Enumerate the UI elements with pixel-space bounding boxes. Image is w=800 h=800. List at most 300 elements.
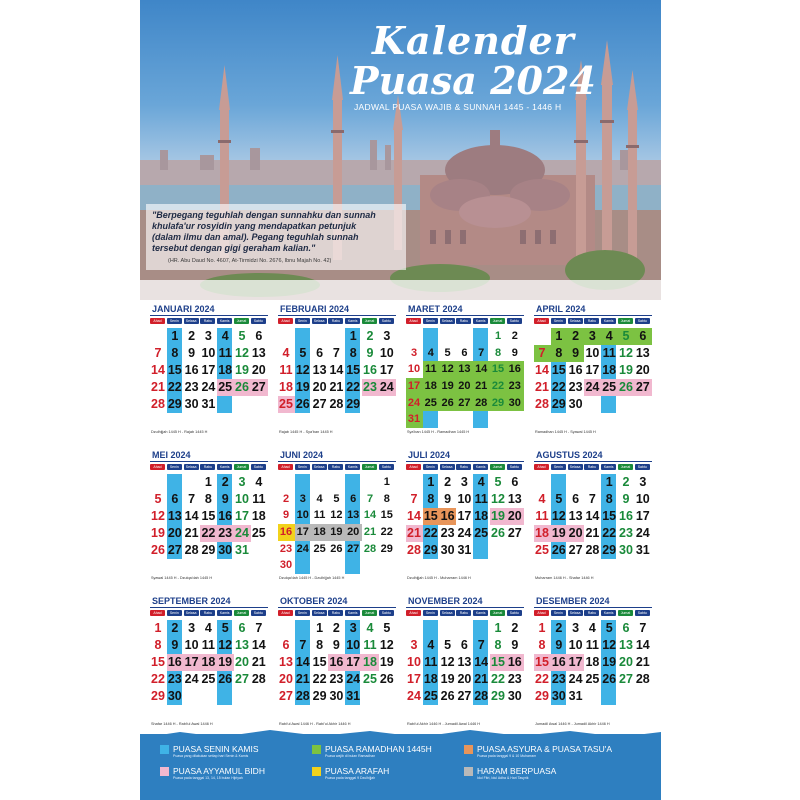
month-title: OKTOBER 2024 xyxy=(280,596,348,606)
day-cell: 15 xyxy=(602,509,617,523)
day-cell: 4 xyxy=(366,621,374,635)
legend-subtitle: Puasa pada tanggal 9 Dzulhijjah xyxy=(325,776,376,780)
day-cell: 22 xyxy=(491,380,505,392)
weekday-label: Ahad xyxy=(534,610,549,616)
day-cell: 19 xyxy=(491,509,505,523)
day-cell: 7 xyxy=(410,492,418,506)
day-cell: 7 xyxy=(639,621,647,635)
day-cell: 19 xyxy=(151,526,165,540)
day-cell: 16 xyxy=(440,509,455,523)
day-grid xyxy=(278,620,396,720)
legend-title: PUASA RAMADHAN 1445H xyxy=(325,744,432,754)
day-cell: 24 xyxy=(407,689,421,703)
day-cell: 11 xyxy=(585,638,599,652)
day-cell: 13 xyxy=(457,655,472,669)
weekday-label: Sabtu xyxy=(251,464,266,470)
weekday-header xyxy=(278,318,396,326)
month-title: DESEMBER 2024 xyxy=(536,596,610,606)
day-cell: 4 xyxy=(605,329,613,343)
legend-title: PUASA AYYAMUL BIDH xyxy=(173,766,265,776)
weekday-header xyxy=(278,610,396,618)
day-cell: 30 xyxy=(551,689,566,703)
day-cell: 28 xyxy=(363,542,377,555)
weekday-label: Jumat xyxy=(490,318,505,324)
weekday-label: Selasa xyxy=(312,464,327,470)
day-cell: 14 xyxy=(635,638,650,652)
day-cell: 26 xyxy=(151,543,165,557)
day-cell: 18 xyxy=(279,380,293,394)
day-cell: 23 xyxy=(551,672,566,686)
day-cell: 19 xyxy=(235,363,249,377)
weekday-label: Sabtu xyxy=(251,318,266,324)
day-cell: 14 xyxy=(151,363,165,377)
day-cell: 15 xyxy=(535,655,549,669)
day-cell: 12 xyxy=(151,509,165,523)
day-cell: 27 xyxy=(458,396,471,409)
day-cell: 31 xyxy=(235,543,249,557)
weekday-label: Ahad xyxy=(150,464,165,470)
day-cell: 24 xyxy=(585,380,600,394)
day-cell: 14 xyxy=(474,655,489,669)
day-cell: 31 xyxy=(635,543,650,557)
day-cell: 12 xyxy=(602,638,617,652)
day-cell: 27 xyxy=(568,543,583,557)
day-cell: 5 xyxy=(494,475,502,489)
day-cell: 31 xyxy=(346,689,361,703)
month-10 xyxy=(276,594,398,734)
day-cell: 9 xyxy=(188,346,196,360)
day-cell: 28 xyxy=(184,543,199,557)
day-cell: 12 xyxy=(379,638,394,652)
day-cell: 1 xyxy=(349,329,357,343)
day-cell: 2 xyxy=(555,621,563,635)
weekday-label: Ahad xyxy=(406,318,421,324)
day-cell: 8 xyxy=(349,346,357,360)
day-cell: 24 xyxy=(568,672,583,686)
weekday-header xyxy=(534,464,652,472)
day-cell: 24 xyxy=(184,672,199,686)
day-cell: 12 xyxy=(295,363,310,377)
day-cell: 6 xyxy=(461,346,468,359)
day-cell: 27 xyxy=(251,380,266,394)
day-cell: 13 xyxy=(312,363,327,377)
day-cell: 21 xyxy=(635,655,650,669)
weekday-label: Sabtu xyxy=(507,318,522,324)
weekday-label: Senin xyxy=(423,318,438,324)
day-cell: 14 xyxy=(407,509,421,523)
day-grid xyxy=(150,328,268,428)
day-cell: 28 xyxy=(585,543,600,557)
month-11 xyxy=(404,594,526,734)
day-cell: 16 xyxy=(568,363,583,377)
day-cell: 17 xyxy=(457,509,472,523)
month-title: JUNI 2024 xyxy=(280,450,324,460)
day-cell: 18 xyxy=(423,672,438,686)
day-cell: 27 xyxy=(635,380,650,394)
day-cell: 4 xyxy=(427,638,435,652)
weekday-label: Senin xyxy=(423,610,438,616)
day-cell: 25 xyxy=(201,672,216,686)
weekday-label: Rabu xyxy=(200,464,215,470)
day-cell: 20 xyxy=(235,655,249,669)
day-cell: 1 xyxy=(171,329,179,343)
day-cell: 19 xyxy=(441,380,454,392)
legend-subtitle: Idul Fitri, Idul Adha & Hari Tasyrik xyxy=(477,776,529,780)
weekday-header xyxy=(534,610,652,618)
day-cell: 20 xyxy=(279,672,293,686)
day-cell: 6 xyxy=(639,329,647,343)
day-cell: 29 xyxy=(151,689,165,703)
day-cell: 21 xyxy=(329,380,344,394)
day-cell: 19 xyxy=(619,363,633,377)
hijri-note: Rabi'ul Awal 1446 H - Rabi'ul Akhir 1446 H xyxy=(279,722,351,726)
weekday-label: Jumat xyxy=(490,464,505,470)
day-cell: 22 xyxy=(491,672,505,686)
day-cell: 18 xyxy=(424,380,437,392)
weekday-label: Selasa xyxy=(440,318,455,324)
day-cell: 24 xyxy=(379,380,394,394)
weekday-label: Jumat xyxy=(234,610,249,616)
month-1 xyxy=(148,302,270,442)
day-cell: 25 xyxy=(602,380,617,394)
day-cell: 17 xyxy=(635,509,650,523)
day-cell: 25 xyxy=(313,542,326,555)
weekday-label: Jumat xyxy=(618,464,633,470)
legend-title: PUASA SENIN KAMIS xyxy=(173,744,259,754)
month-rule xyxy=(150,315,268,316)
day-cell: 7 xyxy=(332,346,340,360)
day-grid xyxy=(406,328,524,428)
weekday-label: Senin xyxy=(167,318,182,324)
month-rule xyxy=(278,607,396,608)
day-cell: 30 xyxy=(619,543,633,557)
day-cell: 8 xyxy=(171,346,179,360)
day-cell: 22 xyxy=(151,672,165,686)
day-cell: 25 xyxy=(424,396,437,409)
weekday-label: Ahad xyxy=(150,318,165,324)
weekday-label: Selasa xyxy=(184,610,199,616)
day-cell: 29 xyxy=(551,397,566,411)
day-cell: 26 xyxy=(330,542,343,555)
weekday-label: Ahad xyxy=(278,464,293,470)
day-cell: 1 xyxy=(427,475,435,489)
day-cell: 25 xyxy=(535,543,549,557)
day-cell: 23 xyxy=(568,380,583,394)
day-cell: 6 xyxy=(316,346,324,360)
day-cell: 13 xyxy=(568,509,583,523)
day-cell: 12 xyxy=(441,363,454,376)
weekday-label: Kamis xyxy=(345,318,360,324)
weekday-label: Jumat xyxy=(362,610,377,616)
weekday-label: Jumat xyxy=(362,318,377,324)
month-title: APRIL 2024 xyxy=(536,304,586,314)
month-12 xyxy=(532,594,654,734)
day-cell: 24 xyxy=(235,526,249,540)
weekday-header xyxy=(406,464,524,472)
day-cell: 29 xyxy=(201,543,216,557)
day-cell: 29 xyxy=(346,397,361,411)
month-rule xyxy=(534,315,652,316)
day-cell: 13 xyxy=(279,655,293,669)
weekday-label: Kamis xyxy=(473,464,488,470)
day-cell: 16 xyxy=(329,655,344,669)
day-cell: 6 xyxy=(622,621,630,635)
weekday-label: Kamis xyxy=(473,318,488,324)
day-cell: 17 xyxy=(235,509,249,523)
day-cell: 11 xyxy=(474,492,488,506)
title-line-1: Kalender xyxy=(372,18,575,63)
day-cell: 19 xyxy=(440,672,455,686)
weekday-label: Kamis xyxy=(345,464,360,470)
day-cell: 23 xyxy=(167,672,182,686)
day-cell: 5 xyxy=(605,621,613,635)
day-cell: 9 xyxy=(511,638,519,652)
day-cell: 10 xyxy=(568,638,583,652)
day-cell: 5 xyxy=(221,621,229,635)
month-7 xyxy=(404,448,526,588)
day-cell: 28 xyxy=(474,689,489,703)
day-cell: 26 xyxy=(491,526,505,540)
day-cell: 11 xyxy=(602,346,616,360)
day-cell: 18 xyxy=(218,363,233,377)
weekday-label: Rabu xyxy=(584,318,599,324)
day-cell: 2 xyxy=(221,475,229,489)
day-cell: 10 xyxy=(457,492,472,506)
day-cell: 9 xyxy=(555,638,563,652)
day-cell: 22 xyxy=(535,672,549,686)
day-cell: 29 xyxy=(535,689,549,703)
day-cell: 9 xyxy=(221,492,229,506)
day-cell: 25 xyxy=(585,672,600,686)
subtitle: JADWAL PUASA WAJIB & SUNNAH 1445 - 1446 H xyxy=(354,102,562,112)
month-2 xyxy=(276,302,398,442)
day-cell: 2 xyxy=(366,329,374,343)
day-cell: 20 xyxy=(167,526,182,540)
day-cell: 18 xyxy=(313,526,326,538)
day-cell: 17 xyxy=(568,655,583,669)
day-cell: 16 xyxy=(619,509,633,523)
day-cell: 2 xyxy=(511,330,518,342)
day-cell: 2 xyxy=(282,492,290,505)
weekday-header xyxy=(150,464,268,472)
legend-subtitle: Puasa pada tanggal 9 & 10 Muharram xyxy=(477,754,537,758)
weekday-label: Senin xyxy=(551,318,566,324)
legend-title: PUASA ASYURA & PUASA TASU'A xyxy=(477,744,613,754)
day-cell: 9 xyxy=(572,346,580,360)
day-cell: 30 xyxy=(508,396,521,409)
day-cell: 8 xyxy=(154,638,162,652)
weekday-label: Selasa xyxy=(568,318,583,324)
title-line-2: Puasa 2024 xyxy=(350,58,596,103)
legend-swatch xyxy=(464,767,473,776)
day-cell: 29 xyxy=(423,543,438,557)
day-cell: 29 xyxy=(491,396,505,409)
legend-swatch xyxy=(312,745,321,754)
day-cell: 7 xyxy=(538,346,546,360)
month-grid xyxy=(148,302,658,734)
weekday-label: Ahad xyxy=(150,610,165,616)
day-cell: 21 xyxy=(407,526,421,540)
day-cell: 2 xyxy=(572,329,580,343)
day-cell: 10 xyxy=(635,492,650,506)
day-cell: 18 xyxy=(363,655,377,669)
day-cell: 18 xyxy=(201,655,216,669)
day-cell: 11 xyxy=(252,492,266,506)
day-cell: 2 xyxy=(332,621,340,635)
day-grid xyxy=(278,474,396,574)
day-cell: 17 xyxy=(379,363,394,377)
legend-swatch xyxy=(160,745,169,754)
day-cell: 8 xyxy=(427,492,435,506)
day-cell: 1 xyxy=(494,330,502,342)
day-cell: 25 xyxy=(218,380,233,394)
day-cell: 10 xyxy=(379,346,394,360)
day-cell: 18 xyxy=(585,655,600,669)
day-cell: 23 xyxy=(440,526,455,540)
day-cell: 7 xyxy=(255,621,263,635)
day-cell: 7 xyxy=(588,492,596,506)
day-cell: 6 xyxy=(460,638,468,652)
month-rule xyxy=(406,461,524,462)
day-cell: 10 xyxy=(235,492,249,506)
weekday-label: Ahad xyxy=(534,318,549,324)
day-cell: 8 xyxy=(383,492,390,505)
day-cell: 11 xyxy=(218,346,232,360)
day-grid xyxy=(406,474,524,574)
day-cell: 15 xyxy=(491,363,505,376)
day-cell: 10 xyxy=(201,346,216,360)
day-cell: 31 xyxy=(568,689,583,703)
day-cell: 15 xyxy=(423,509,438,523)
day-cell: 20 xyxy=(568,526,583,540)
legend-wave xyxy=(140,726,661,746)
day-cell: 21 xyxy=(585,526,600,540)
day-cell: 12 xyxy=(491,492,505,506)
weekday-label: Senin xyxy=(423,464,438,470)
day-cell: 16 xyxy=(218,509,233,523)
day-cell: 14 xyxy=(363,509,377,522)
day-cell: 3 xyxy=(410,638,418,652)
day-cell: 5 xyxy=(154,492,162,506)
day-cell: 3 xyxy=(349,621,357,635)
day-cell: 6 xyxy=(171,492,179,506)
day-cell: 1 xyxy=(154,621,162,635)
day-cell: 21 xyxy=(474,672,489,686)
day-cell: 6 xyxy=(238,621,246,635)
day-cell: 15 xyxy=(167,363,182,377)
day-cell: 3 xyxy=(299,492,306,505)
weekday-label: Rabu xyxy=(456,610,471,616)
day-cell: 30 xyxy=(167,689,182,703)
day-cell: 30 xyxy=(507,689,522,703)
day-cell: 12 xyxy=(235,346,249,360)
day-cell: 1 xyxy=(204,475,212,489)
weekday-label: Sabtu xyxy=(635,610,650,616)
day-cell: 23 xyxy=(363,380,377,394)
day-cell: 9 xyxy=(332,638,340,652)
day-cell: 22 xyxy=(602,526,617,540)
day-cell: 11 xyxy=(313,509,326,522)
day-cell: 1 xyxy=(555,329,563,343)
day-cell: 3 xyxy=(383,329,391,343)
month-title: MARET 2024 xyxy=(408,304,463,314)
weekday-label: Jumat xyxy=(234,318,249,324)
day-cell: 22 xyxy=(167,380,182,394)
weekday-header xyxy=(150,318,268,326)
day-cell: 27 xyxy=(457,689,472,703)
day-cell: 28 xyxy=(295,689,310,703)
weekday-label: Selasa xyxy=(568,464,583,470)
hijri-note: Rajab 1445 H - Sya'ban 1445 H xyxy=(279,430,333,434)
day-cell: 12 xyxy=(551,509,566,523)
day-cell: 18 xyxy=(251,509,266,523)
weekday-label: Selasa xyxy=(440,610,455,616)
day-cell: 27 xyxy=(167,543,182,557)
day-cell: 7 xyxy=(299,638,307,652)
day-cell: 3 xyxy=(238,475,246,489)
legend-title: HARAM BERPUASA xyxy=(477,766,557,776)
day-cell: 14 xyxy=(251,638,266,652)
day-cell: 17 xyxy=(184,655,199,669)
weekday-label: Rabu xyxy=(328,610,343,616)
day-cell: 16 xyxy=(363,363,377,377)
day-cell: 16 xyxy=(507,655,522,669)
day-cell: 1 xyxy=(605,475,613,489)
month-title: NOVEMBER 2024 xyxy=(408,596,483,606)
day-cell: 3 xyxy=(588,329,596,343)
day-cell: 16 xyxy=(184,363,199,377)
hijri-note: Muharram 1446 H - Shafar 1446 H xyxy=(535,576,594,580)
day-cell: 9 xyxy=(366,346,374,360)
month-3 xyxy=(404,302,526,442)
legend-panel xyxy=(140,734,661,800)
day-cell: 7 xyxy=(477,638,485,652)
day-cell: 27 xyxy=(312,397,327,411)
day-cell: 27 xyxy=(619,672,633,686)
weekday-label: Senin xyxy=(295,464,310,470)
day-cell: 26 xyxy=(441,396,454,409)
day-cell: 2 xyxy=(511,621,519,635)
day-cell: 1 xyxy=(383,476,390,488)
weekday-label: Sabtu xyxy=(635,464,650,470)
weekday-label: Selasa xyxy=(568,610,583,616)
day-cell: 12 xyxy=(619,346,633,360)
day-cell: 20 xyxy=(347,526,360,538)
weekday-label: Jumat xyxy=(618,610,633,616)
month-title: SEPTEMBER 2024 xyxy=(152,596,231,606)
hadith-quote: "Berpegang teguhlah dengan sunnahku dan sunnah khulafa'ur rosyidin yang mendapatkan petunjuk (dalam ilmu dan amal). Pegang teguhlah sunnah tersebut dengan gigi geraham kalian." xyxy=(152,210,376,253)
day-cell: 11 xyxy=(363,638,377,652)
day-cell: 3 xyxy=(204,329,212,343)
day-cell: 24 xyxy=(407,396,421,409)
day-cell: 23 xyxy=(508,380,521,392)
day-cell: 26 xyxy=(235,380,249,394)
day-cell: 9 xyxy=(511,346,518,359)
day-cell: 14 xyxy=(295,655,310,669)
day-cell: 15 xyxy=(346,363,361,377)
day-cell: 9 xyxy=(282,509,290,522)
hadith-source: (HR. Abu Daud No. 4607, At-Tirmidzi No. 2676, Ibnu Majah No. 42) xyxy=(168,258,332,264)
weekday-label: Jumat xyxy=(234,464,249,470)
day-cell: 28 xyxy=(635,672,650,686)
legend-swatch xyxy=(312,767,321,776)
day-cell: 29 xyxy=(491,689,505,703)
day-cell: 27 xyxy=(279,689,293,703)
day-cell: 30 xyxy=(218,543,233,557)
weekday-label: Sabtu xyxy=(507,610,522,616)
day-cell: 4 xyxy=(538,492,546,506)
weekday-label: Selasa xyxy=(184,318,199,324)
